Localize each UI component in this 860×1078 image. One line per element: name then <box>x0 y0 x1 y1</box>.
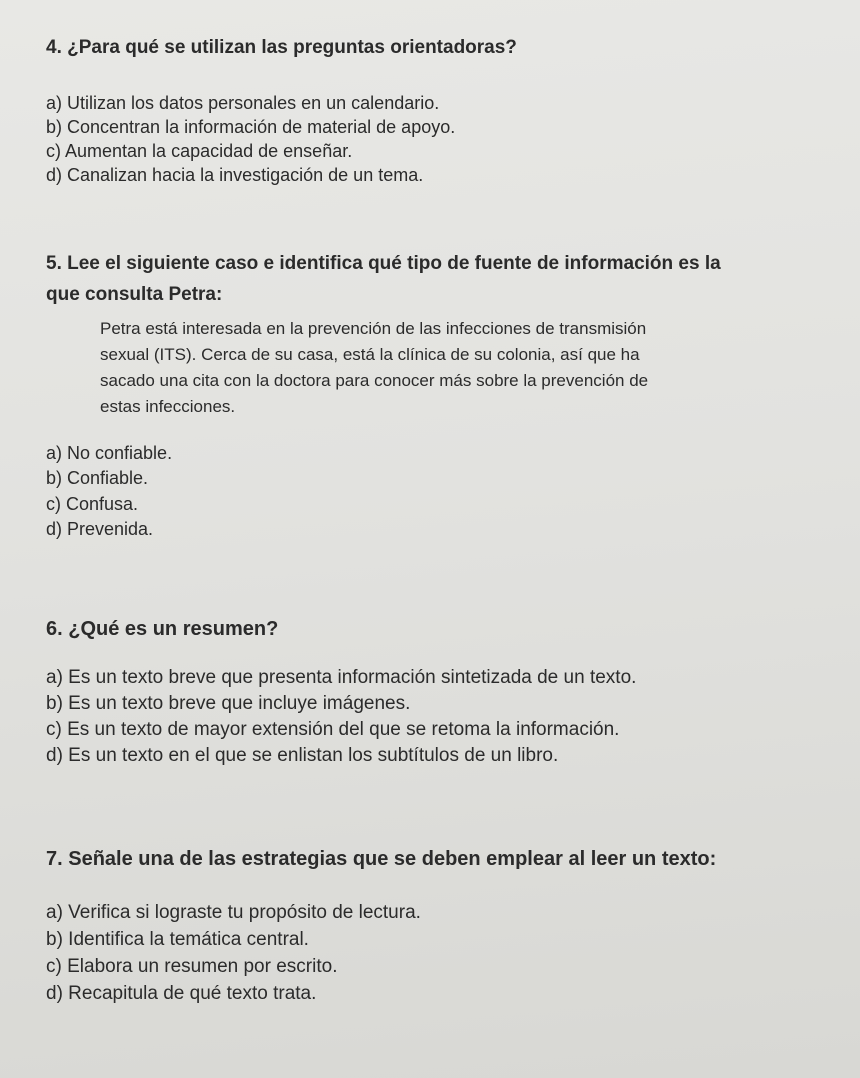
question-5-option-c: c) Confusa. <box>46 494 139 514</box>
question-5-title-line-1: 5. Lee el siguiente caso e identifica qué tipo de fuente de información es la <box>46 253 721 274</box>
question-4-option-c: c) Aumentan la capacidad de enseñar. <box>46 141 353 161</box>
question-5-option-a: a) No confiable. <box>46 443 173 463</box>
passage-line: sexual (ITS). Cerca de su casa, está la clínica de su colonia, así que ha <box>100 345 640 364</box>
question-4-option-d: d) Canalizan hacia la investigación de un tema. <box>46 165 424 185</box>
passage-line: Petra está interesada en la prevención de las infecciones de transmisión <box>100 319 647 338</box>
question-6-option-c: c) Es un texto de mayor extensión del que se retoma la información. <box>46 719 620 740</box>
question-4-title: 4. ¿Para qué se utilizan las preguntas orientadoras? <box>46 37 517 58</box>
question-7-option-c: c) Elabora un resumen por escrito. <box>46 956 338 977</box>
question-7-option-d: d) Recapitula de qué texto trata. <box>46 983 317 1004</box>
question-6-option-a: a) Es un texto breve que presenta información sintetizada de un texto. <box>46 667 637 688</box>
question-6-title: 6. ¿Qué es un resumen? <box>46 618 279 640</box>
case-passage <box>100 316 790 420</box>
passage-line: estas infecciones. <box>100 397 236 416</box>
passage-line: sacado una cita con la doctora para conocer más sobre la prevención de <box>100 371 649 390</box>
question-4-option-b: b) Concentran la información de material de apoyo. <box>46 117 456 137</box>
question-6-option-d: d) Es un texto en el que se enlistan los subtítulos de un libro. <box>46 745 559 766</box>
question-7-option-a: a) Verifica si lograste tu propósito de lectura. <box>46 902 421 923</box>
question-4-option-a: a) Utilizan los datos personales en un calendario. <box>46 93 440 113</box>
question-5-title-line-2: que consulta Petra: <box>46 284 223 305</box>
question-7-title: 7. Señale una de las estrategias que se deben emplear al leer un texto: <box>46 848 717 870</box>
question-7-option-b: b) Identifica la temática central. <box>46 929 309 950</box>
question-5-option-b: b) Confiable. <box>46 468 149 488</box>
question-6-option-b: b) Es un texto breve que incluye imágenes. <box>46 693 411 714</box>
question-5-option-d: d) Prevenida. <box>46 519 154 539</box>
